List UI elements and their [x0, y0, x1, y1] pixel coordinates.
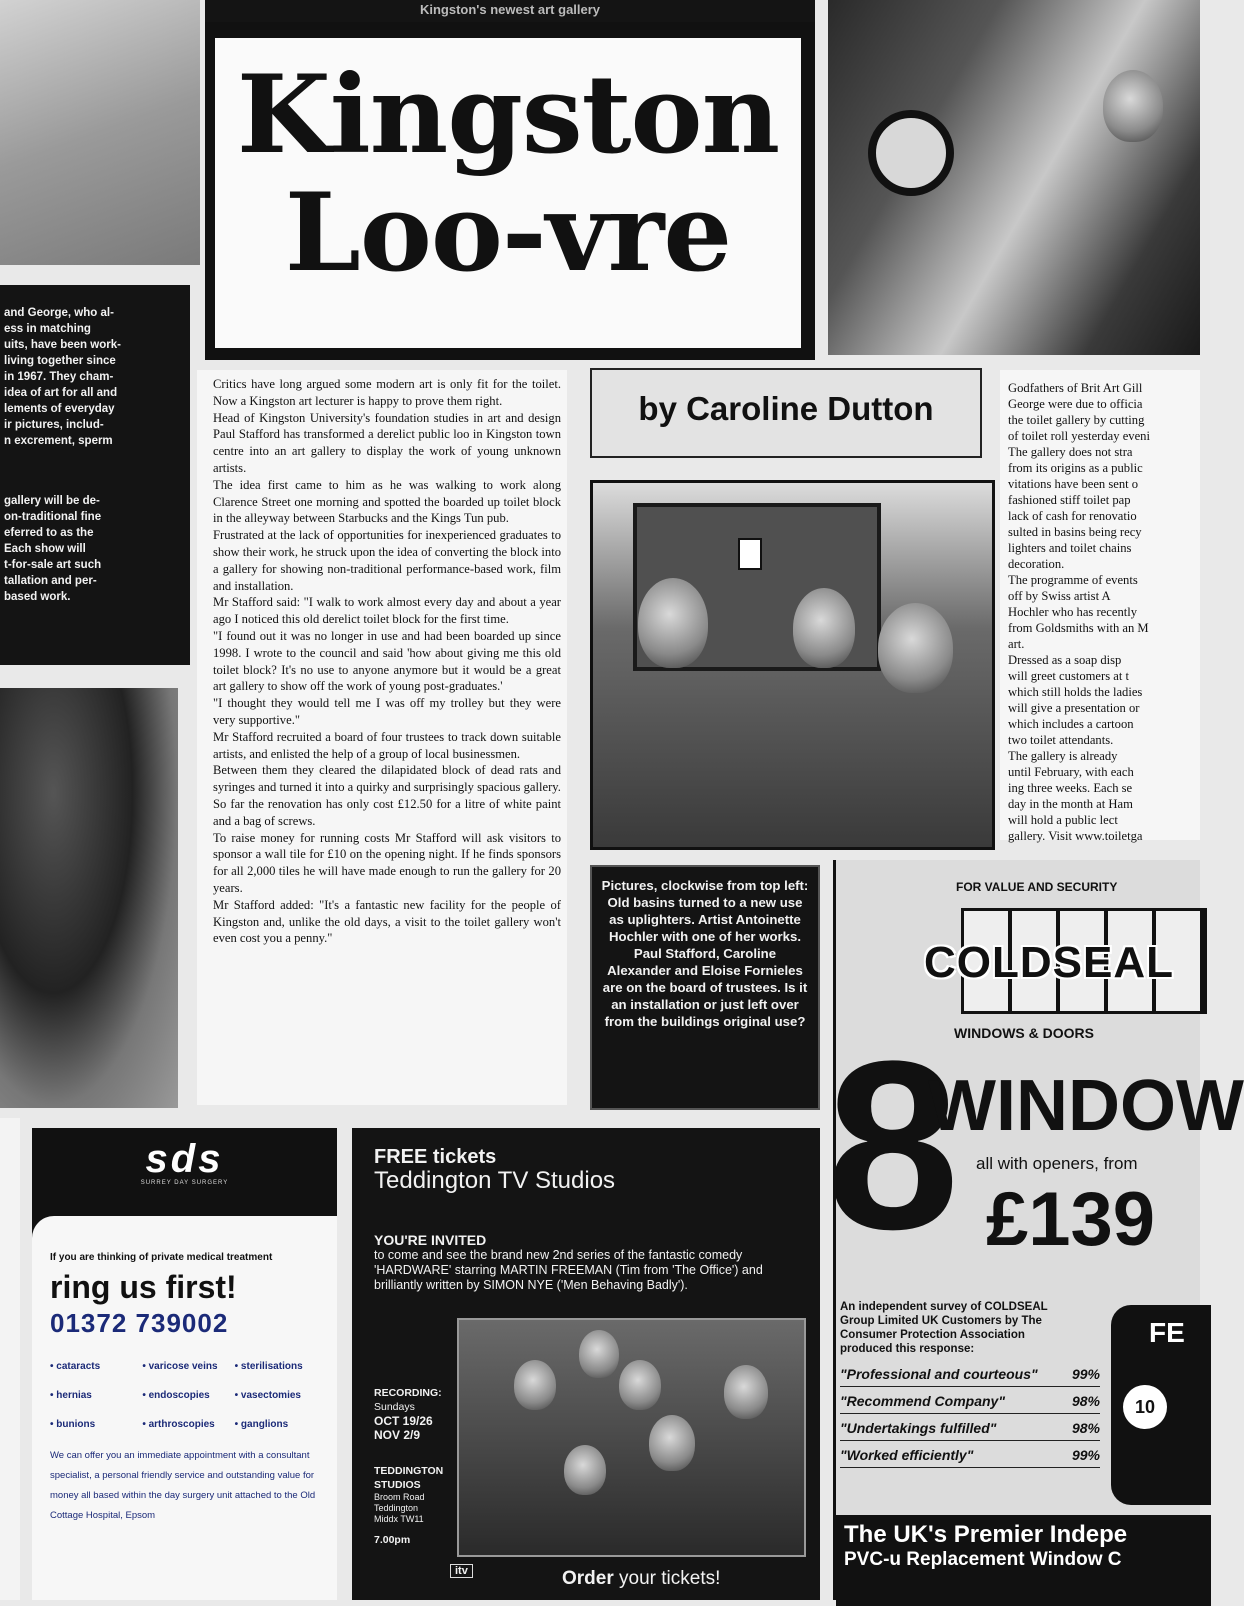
rating-percent: 98% — [1071, 1393, 1100, 1409]
right-column-line: of toilet roll yesterday eveni — [1008, 429, 1150, 443]
article-paragraph: "I found out it was no longer in use and had been boarded up since 1998. I wrote to the council and said 'how about giving me this old toilet block? It's no use to anyone anymore but it would be a great art gallery to show off the work of young post-graduates.' — [213, 628, 561, 694]
right-column-line: will hold a public lect — [1008, 813, 1118, 827]
right-column-line: off by Swiss artist A — [1008, 589, 1111, 603]
right-column — [1000, 370, 1200, 843]
right-column-line: art. — [1008, 637, 1025, 651]
cast-face-2 — [579, 1330, 619, 1378]
cast-face-1 — [514, 1360, 556, 1410]
sidebar-paragraph-2 — [4, 493, 184, 605]
coldseal-premier-2: PVC-u Replacement Window C — [844, 1549, 1122, 1570]
sds-panel — [32, 1216, 337, 1600]
sds-procedure-item: • sterilisations — [234, 1361, 303, 1372]
sidebar-line: tallation and per- — [4, 575, 97, 587]
ad-coldseal — [826, 860, 1244, 1600]
coldseal-rating-row — [840, 1387, 1100, 1414]
right-column-line: fashioned stiff toilet pap — [1008, 493, 1131, 507]
article-paragraph: Mr Stafford recruited a board of four trustees to track down suitable artists, and enlisted the help of a group of local businessmen. — [213, 729, 561, 761]
photo-basin-top — [0, 0, 200, 265]
coldseal-tagline: FOR VALUE AND SECURITY — [956, 880, 1118, 894]
headline-frame — [205, 22, 815, 360]
headline-box — [215, 38, 801, 348]
sidebar-line: ess in matching — [4, 323, 91, 335]
tv-time: 7.00pm — [374, 1534, 411, 1546]
coldseal-price: £139 — [986, 1177, 1156, 1262]
sds-logo: sds — [145, 1137, 224, 1181]
cast-face-3 — [619, 1360, 661, 1410]
rating-label: "Recommend Company" — [840, 1393, 1005, 1409]
sds-intro: If you are thinking of private medical treatment — [50, 1252, 273, 1263]
right-column-line: gallery. Visit www.toiletga — [1008, 829, 1143, 843]
sidebar-paragraph-1 — [4, 305, 184, 449]
sidebar-line: on-traditional fine — [4, 511, 102, 523]
sds-procedure-item: • varicose veins — [142, 1361, 218, 1372]
left-edge-fragment — [0, 1118, 20, 1600]
sidebar-line: based work. — [4, 591, 71, 603]
coldseal-ratings — [840, 1360, 1100, 1468]
right-column-line: Godfathers of Brit Art Gill — [1008, 381, 1143, 395]
left-sidebar — [0, 285, 190, 665]
coldseal-badge: FE — [1149, 1317, 1185, 1348]
right-column-line: vitations have been sent o — [1008, 477, 1139, 491]
tv-recording-label: RECORDING: — [374, 1387, 442, 1399]
sidebar-line: eferred to as the — [4, 527, 94, 539]
right-column-line: will give a presentation or — [1008, 701, 1140, 715]
right-column-line: The gallery is already — [1008, 749, 1118, 763]
caption-text: Pictures, clockwise from top left: Old basins turned to a new use as uplighters. Artist Antoinette Hochler with one of her works. Paul Stafford, Caroline Alexander and Eloise Fornieles are on the board of trustees. Is it an installation or just left over from the buildings original use? — [601, 878, 809, 1029]
header-strip-text: Kingston's newest art gallery — [419, 2, 601, 17]
sds-procedure-item: • bunions — [50, 1419, 96, 1430]
rating-percent: 98% — [1071, 1420, 1100, 1436]
face-eloise-fornieles — [878, 603, 953, 693]
coldseal-badge-panel — [1111, 1305, 1211, 1505]
sds-procedure-item: • endoscopies — [142, 1390, 210, 1401]
tv-address-line: Middx TW11 — [374, 1514, 424, 1524]
sidebar-line: in 1967. They cham- — [4, 371, 114, 383]
ladies-sign-icon — [738, 538, 762, 570]
right-column-line: day in the month at Ham — [1008, 797, 1133, 811]
sds-procedure-item: • hernias — [50, 1390, 92, 1401]
tv-recording-block — [374, 1386, 452, 1547]
sidebar-line: t-for-sale art such — [4, 559, 102, 571]
coldseal-footer — [836, 1515, 1211, 1606]
artwork-shape — [868, 110, 954, 196]
coldseal-number: 8 — [826, 1011, 960, 1279]
coldseal-openers: all with openers, from — [976, 1154, 1138, 1173]
sidebar-line: lements of everyday — [4, 403, 115, 415]
right-column-line: Dressed as a soap disp — [1008, 653, 1122, 667]
article-body — [197, 370, 567, 1105]
article-paragraph: The idea first came to him as he was walking to work along Clarence Street one morning and spotted the boarded up toilet block in the alleyway between Starbucks and the Kings Tun pub. — [213, 477, 561, 526]
right-column-line: will greet customers at t — [1008, 669, 1130, 683]
tv-address — [374, 1492, 452, 1525]
sidebar-line: ir pictures, includ- — [4, 419, 104, 431]
right-column-line: sulted in basins being recy — [1008, 525, 1142, 539]
byline-box — [590, 368, 982, 458]
sds-phone[interactable]: 01372 739002 — [50, 1308, 229, 1338]
photo-loo — [0, 688, 178, 1108]
article-paragraph: Between them they cleared the dilapidated block of dead rats and syringes and turned it into a quirky and surprisingly spacious gallery. — [213, 763, 561, 795]
right-column-line: lack of cash for renovatio — [1008, 509, 1137, 523]
tv-dates-2: NOV 2/9 — [374, 1428, 421, 1442]
headline-line-2: Loo-vre — [284, 170, 732, 297]
right-column-line: decoration. — [1008, 557, 1065, 571]
right-column-line: George were due to officia — [1008, 397, 1143, 411]
artist-face — [1103, 70, 1163, 142]
right-column-line: from Goldsmiths with an M — [1008, 621, 1149, 635]
ad-tv — [352, 1128, 820, 1600]
rating-percent: 99% — [1071, 1447, 1100, 1463]
right-column-line: two toilet attendants. — [1008, 733, 1114, 747]
coldseal-survey-text: An independent survey of COLDSEAL Group Limited UK Customers by The Consumer Protection Association produced this response: — [840, 1301, 1048, 1355]
face-caroline-alexander — [793, 588, 855, 668]
right-column-line: The gallery does not stra — [1008, 445, 1133, 459]
article-paragraph: Mr Stafford added: "It's a fantastic new facility for the people of Kingston and, unlike the old days, a visit to the toilet gallery won't even cost you a penny." — [213, 897, 561, 946]
article-paragraph: Head of Kingston University's foundation studies in art and design Paul Stafford has transformed a derelict public loo in Kingston town centre into an art gallery to display the work of young unknown artists. — [213, 410, 561, 475]
photo-caption — [590, 865, 820, 1110]
right-column-line: which still holds the ladies — [1008, 685, 1143, 699]
tv-studio: Teddington TV Studios — [374, 1167, 616, 1194]
sidebar-line: uits, have been work- — [4, 339, 121, 351]
photo-trustees — [590, 480, 995, 850]
tv-address-line: Broom Road — [374, 1492, 425, 1502]
guarantee-number: 10 — [1134, 1397, 1156, 1417]
tv-free: FREE tickets — [374, 1146, 497, 1168]
tv-address-line: Teddington — [374, 1503, 419, 1513]
tv-description: to come and see the brand new 2nd series of the fantastic comedy 'HARDWARE' starring MARTIN FREEMAN (Tim from 'The Office') and brilliantly written by SIMON NYE ('Men Behaving Badly'). — [374, 1248, 763, 1292]
article-paragraph: So far the renovation has only cost £12.50 for a litre of white paint and a bag of screws. — [213, 796, 561, 828]
coldseal-windows: WINDOW — [928, 1066, 1244, 1146]
sds-headline: ring us first! — [50, 1269, 237, 1305]
sds-body: We can offer you an immediate appointment with a consultant specialist, a personal friendly service and outstanding value for money all based within the day surgery unit attached to the Old Cottage Hospital, Epsom — [50, 1450, 316, 1521]
sidebar-line: idea of art for all and — [4, 387, 118, 399]
sds-procedures — [50, 1361, 327, 1430]
sds-procedure-item: • ganglions — [234, 1419, 289, 1430]
right-column-line: The programme of events — [1008, 573, 1138, 587]
coldseal-brand: COLDSEAL — [924, 938, 1174, 987]
article-paragraph: Frustrated at the lack of opportunities for inexperienced graduates to show their work, he struck upon the idea of converting the block into a gallery for showing non-traditional performance-based work, film and installation. — [213, 528, 561, 593]
tv-venue: TEDDINGTON STUDIOS — [374, 1465, 444, 1491]
cast-face-4 — [724, 1365, 768, 1419]
rating-label: "Undertakings fulfilled" — [840, 1420, 997, 1436]
right-column-line: lighters and toilet chains — [1008, 541, 1132, 555]
sidebar-line: Each show will — [4, 543, 86, 555]
sidebar-line: and George, who al- — [4, 307, 114, 319]
sds-logo-area — [32, 1128, 337, 1216]
tv-cast-photo — [457, 1318, 806, 1557]
sidebar-line: living together since — [4, 355, 116, 367]
photo-artist — [828, 0, 1200, 355]
right-column-line: the toilet gallery by cutting — [1008, 413, 1145, 427]
coldseal-rating-row — [840, 1414, 1100, 1441]
right-column-line: ing three weeks. Each se — [1008, 781, 1133, 795]
headline-line-1: Kingston — [236, 52, 780, 178]
coldseal-rating-row — [840, 1360, 1100, 1387]
right-column-line: Hochler who has recently — [1008, 605, 1138, 619]
right-column-line: which includes a cartoon — [1008, 717, 1134, 731]
article-paragraph: Mr Stafford said: "I walk to work almost every day and about a year ago I noticed this old derelict toilet block for the first time. — [213, 595, 561, 627]
tv-days: Sundays — [374, 1401, 415, 1413]
coldseal-premier-1: The UK's Premier Indepe — [844, 1521, 1128, 1548]
tv-order-rest: your tickets! — [619, 1568, 721, 1589]
header-strip — [205, 0, 815, 22]
right-column-line: until February, with each — [1008, 765, 1134, 779]
tv-dates-1: OCT 19/26 — [374, 1414, 433, 1428]
guarantee-seal-icon — [1123, 1385, 1167, 1429]
sds-logo-sub: SURREY DAY SURGERY — [140, 1180, 229, 1186]
tv-order-cta[interactable] — [562, 1568, 720, 1590]
article-paragraph: Critics have long argued some modern art is only fit for the toilet. Now a Kingston art lecturer is happy to prove them right. — [213, 377, 561, 408]
sds-procedure-item: • cataracts — [50, 1361, 101, 1372]
coldseal-sub: WINDOWS & DOORS — [954, 1025, 1094, 1041]
cast-face-6 — [649, 1415, 695, 1471]
right-column-line: from its origins as a public — [1008, 461, 1143, 475]
coldseal-rating-row — [840, 1441, 1100, 1468]
article-paragraph: "I thought they would tell me I was off my trolley but they were very supportive." — [213, 696, 561, 727]
sds-procedure-item: • arthroscopies — [142, 1419, 215, 1430]
cast-face-5 — [564, 1445, 606, 1495]
rating-percent: 99% — [1071, 1366, 1100, 1382]
ad-sds — [32, 1128, 337, 1600]
face-paul-stafford — [638, 578, 708, 668]
sidebar-line: gallery will be de- — [4, 495, 100, 507]
trustees-image — [593, 483, 992, 847]
tv-order-bold: Order — [562, 1568, 614, 1589]
sidebar-line: n excrement, sperm — [4, 435, 113, 447]
byline: by Caroline Dutton — [638, 390, 934, 427]
itv-logo: itv — [450, 1564, 473, 1578]
rating-label: "Professional and courteous" — [840, 1366, 1038, 1382]
tv-invited: YOU'RE INVITED — [374, 1232, 487, 1248]
article-paragraph: To raise money for running costs Mr Stafford will ask visitors to sponsor a wall tile for £10 on the opening night. If he finds sponsors for all 2,000 tiles he will have made enough to run the gallery for 20 years. — [213, 830, 561, 895]
rating-label: "Worked efficiently" — [840, 1447, 974, 1463]
sds-procedure-item: • vasectomies — [234, 1390, 301, 1401]
